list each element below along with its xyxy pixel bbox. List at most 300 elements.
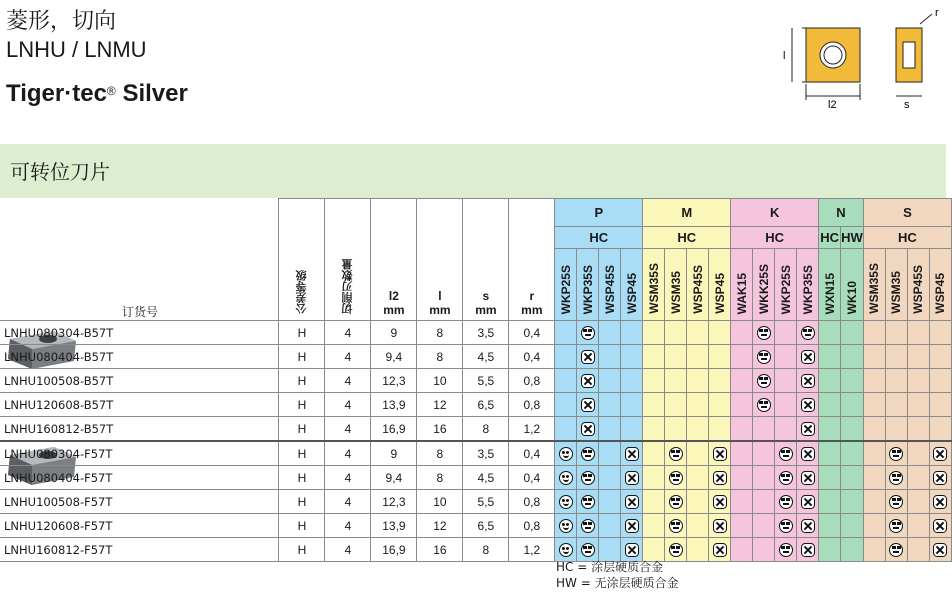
s-value: 6,5: [463, 393, 509, 417]
grade-cell: [621, 417, 643, 442]
grade-cell: [841, 538, 864, 562]
alternative-choice-icon: [779, 471, 793, 485]
r-value: 0,8: [509, 514, 555, 538]
grade-header: WKP35S: [577, 249, 599, 321]
grade-cell: [555, 345, 577, 369]
grade-cell: [775, 466, 797, 490]
alternative-choice-icon: [581, 471, 595, 485]
grade-cell: [797, 321, 819, 345]
primary-choice-icon: [559, 519, 573, 533]
alternative-choice-icon: [581, 543, 595, 557]
grade-cell: [775, 321, 797, 345]
grade-cell: [863, 441, 885, 466]
grade-cell: [929, 466, 951, 490]
grade-header: WSP45S: [599, 249, 621, 321]
tolerance-value: H: [279, 369, 325, 393]
grade-header: WXN15: [819, 249, 841, 321]
grade-cell: [599, 417, 621, 442]
grade-cell: [841, 369, 864, 393]
grade-cell: [907, 345, 929, 369]
grade-header: WKP25S: [555, 249, 577, 321]
edges-value: 4: [325, 538, 371, 562]
grade-cell: [599, 321, 621, 345]
grade-cell: [731, 369, 753, 393]
order-code: LNHU120608-B57T: [0, 393, 279, 417]
alternative-choice-icon: [669, 543, 683, 557]
order-code: LNHU080304-B57T: [0, 321, 279, 345]
grade-cell: [643, 369, 665, 393]
grade-header: WKP35S: [797, 249, 819, 321]
grade-cell: [731, 417, 753, 442]
grade-cell: [599, 490, 621, 514]
l2-value: 12,3: [371, 490, 417, 514]
grade-cell: [797, 490, 819, 514]
grade-cell: [753, 514, 775, 538]
cross-icon: [625, 519, 639, 533]
grade-cell: [709, 441, 731, 466]
grade-cell: [863, 538, 885, 562]
grade-cell: [621, 345, 643, 369]
grade-cell: [885, 538, 907, 562]
s-value: 8: [463, 538, 509, 562]
grade-cell: [819, 441, 841, 466]
r-header: r mm: [509, 199, 555, 321]
grade-cell: [577, 321, 599, 345]
grade-header: WKP25S: [775, 249, 797, 321]
grade-cell: [555, 321, 577, 345]
cross-icon: [581, 422, 595, 436]
title-code: LNHU / LNMU: [6, 37, 147, 62]
edges-value: 4: [325, 369, 371, 393]
grade-header: WSP45S: [907, 249, 929, 321]
s-value: 5,5: [463, 490, 509, 514]
s-value: 8: [463, 417, 509, 442]
grade-cell: [929, 393, 951, 417]
grade-cell: [555, 369, 577, 393]
primary-choice-icon: [559, 471, 573, 485]
s-value: 3,5: [463, 321, 509, 345]
cross-icon: [933, 519, 947, 533]
grade-cell: [797, 538, 819, 562]
alternative-choice-icon: [581, 447, 595, 461]
l2-value: 9,4: [371, 345, 417, 369]
grade-cell: [665, 514, 687, 538]
cross-icon: [801, 519, 815, 533]
alternative-choice-icon: [669, 519, 683, 533]
group-m: M: [643, 199, 731, 227]
table-row: [0, 393, 952, 417]
cross-icon: [713, 471, 727, 485]
grade-cell: [709, 466, 731, 490]
cross-icon: [933, 447, 947, 461]
group-s-sub: HC: [863, 227, 951, 249]
table-row: [0, 466, 952, 490]
grade-cell: [929, 441, 951, 466]
grade-cell: [753, 393, 775, 417]
grade-cell: [731, 393, 753, 417]
grade-cell: [885, 345, 907, 369]
grade-cell: [885, 417, 907, 442]
group-s: S: [863, 199, 951, 227]
l2-header: l2 mm: [371, 199, 417, 321]
cross-icon: [801, 495, 815, 509]
tolerance-value: H: [279, 466, 325, 490]
grade-cell: [687, 369, 709, 393]
grade-cell: [599, 514, 621, 538]
l-value: 16: [417, 538, 463, 562]
r-value: 0,8: [509, 490, 555, 514]
grade-cell: [665, 466, 687, 490]
r-value: 0,4: [509, 466, 555, 490]
grade-cell: [753, 538, 775, 562]
grade-cell: [687, 393, 709, 417]
alternative-choice-icon: [581, 326, 595, 340]
grade-cell: [709, 345, 731, 369]
alternative-choice-icon: [757, 398, 771, 412]
tolerance-value: H: [279, 514, 325, 538]
group-p-sub: HC: [555, 227, 643, 249]
grade-cell: [841, 321, 864, 345]
r-value: 0,4: [509, 441, 555, 466]
grade-cell: [885, 514, 907, 538]
r-value: 0,4: [509, 321, 555, 345]
grade-cell: [687, 490, 709, 514]
grade-cell: [841, 417, 864, 442]
section-title: 可转位刀片: [10, 160, 110, 184]
l-value: 16: [417, 417, 463, 442]
grade-cell: [687, 321, 709, 345]
grade-cell: [863, 321, 885, 345]
grade-cell: [621, 393, 643, 417]
grade-cell: [907, 514, 929, 538]
grade-cell: [885, 466, 907, 490]
grade-cell: [709, 538, 731, 562]
group-k: K: [731, 199, 819, 227]
grade-cell: [665, 393, 687, 417]
grade-cell: [819, 393, 841, 417]
order-code: LNHU100508-B57T: [0, 369, 279, 393]
grade-cell: [797, 393, 819, 417]
grade-cell: [731, 514, 753, 538]
grade-header: WSM35S: [643, 249, 665, 321]
order-code: LNHU160812-F57T: [0, 538, 279, 562]
grade-cell: [863, 345, 885, 369]
grade-cell: [929, 417, 951, 442]
grade-cell: [555, 490, 577, 514]
grade-cell: [621, 441, 643, 466]
group-n-sub-hc: HC: [819, 227, 841, 249]
table-row: [0, 417, 952, 442]
grade-cell: [885, 393, 907, 417]
grade-cell: [753, 417, 775, 442]
grade-cell: [775, 441, 797, 466]
alternative-choice-icon: [779, 519, 793, 533]
l2-value: 9: [371, 441, 417, 466]
dim-s: s: [904, 99, 910, 110]
primary-choice-icon: [559, 495, 573, 509]
alternative-choice-icon: [889, 495, 903, 509]
tolerance-value: H: [279, 321, 325, 345]
l-header: l mm: [417, 199, 463, 321]
edges-value: 4: [325, 417, 371, 442]
grade-cell: [643, 321, 665, 345]
grade-cell: [907, 369, 929, 393]
grade-cell: [731, 345, 753, 369]
grade-cell: [819, 345, 841, 369]
edges-value: 4: [325, 466, 371, 490]
grade-cell: [665, 490, 687, 514]
cross-icon: [581, 398, 595, 412]
grade-cell: [665, 538, 687, 562]
grade-cell: [577, 466, 599, 490]
grade-cell: [775, 417, 797, 442]
grade-cell: [863, 490, 885, 514]
grade-cell: [577, 417, 599, 442]
grade-cell: [643, 345, 665, 369]
edges-value: 4: [325, 321, 371, 345]
grade-cell: [599, 466, 621, 490]
grade-cell: [621, 466, 643, 490]
grade-cell: [863, 466, 885, 490]
grade-cell: [599, 345, 621, 369]
grade-cell: [775, 345, 797, 369]
order-code: LNHU080404-F57T: [0, 466, 279, 490]
l-value: 12: [417, 514, 463, 538]
cross-icon: [933, 543, 947, 557]
grade-cell: [643, 393, 665, 417]
grade-cell: [797, 514, 819, 538]
cross-icon: [801, 543, 815, 557]
grade-cell: [709, 417, 731, 442]
cross-icon: [933, 471, 947, 485]
grade-header: WKK25S: [753, 249, 775, 321]
alternative-choice-icon: [889, 471, 903, 485]
alternative-choice-icon: [757, 374, 771, 388]
cross-icon: [801, 447, 815, 461]
grade-cell: [643, 466, 665, 490]
dim-r: r: [935, 7, 939, 19]
group-k-sub: HC: [731, 227, 819, 249]
grade-cell: [731, 466, 753, 490]
l2-value: 13,9: [371, 393, 417, 417]
grade-cell: [775, 393, 797, 417]
grade-cell: [841, 466, 864, 490]
grade-cell: [621, 321, 643, 345]
grade-cell: [599, 369, 621, 393]
alternative-choice-icon: [889, 543, 903, 557]
l2-value: 9: [371, 321, 417, 345]
alternative-choice-icon: [581, 519, 595, 533]
cross-icon: [801, 374, 815, 388]
grade-cell: [819, 321, 841, 345]
registered-mark: ®: [106, 84, 116, 98]
grade-cell: [907, 466, 929, 490]
table-row: [0, 441, 952, 466]
cross-icon: [801, 350, 815, 364]
grade-header: WSP45: [709, 249, 731, 321]
title-brand: [6, 80, 188, 108]
cross-icon: [713, 495, 727, 509]
r-value: 1,2: [509, 417, 555, 442]
grade-cell: [665, 369, 687, 393]
grade-cell: [775, 538, 797, 562]
tolerance-value: H: [279, 417, 325, 442]
grade-cell: [621, 369, 643, 393]
alternative-choice-icon: [779, 543, 793, 557]
order-number-header: 订货号: [122, 305, 159, 319]
s-value: 3,5: [463, 441, 509, 466]
s-value: 4,5: [463, 345, 509, 369]
grade-cell: [687, 417, 709, 442]
grade-cell: [929, 345, 951, 369]
grade-cell: [819, 417, 841, 442]
grade-header: WK10: [841, 249, 864, 321]
grade-cell: [841, 345, 864, 369]
cross-icon: [713, 519, 727, 533]
cross-icon: [625, 543, 639, 557]
grade-cell: [687, 538, 709, 562]
grade-cell: [753, 345, 775, 369]
grade-cell: [753, 466, 775, 490]
grade-cell: [841, 514, 864, 538]
tolerance-value: H: [279, 345, 325, 369]
group-n: N: [819, 199, 864, 227]
l-value: 8: [417, 321, 463, 345]
l2-value: 13,9: [371, 514, 417, 538]
grade-cell: [709, 490, 731, 514]
r-value: 1,2: [509, 538, 555, 562]
edges-value: 4: [325, 490, 371, 514]
table-row: [0, 345, 952, 369]
grade-cell: [929, 321, 951, 345]
s-header: s mm: [463, 199, 509, 321]
grade-cell: [643, 417, 665, 442]
grade-cell: [907, 393, 929, 417]
table-row: [0, 369, 952, 393]
section-band: [0, 144, 946, 198]
primary-choice-icon: [559, 447, 573, 461]
alternative-choice-icon: [669, 495, 683, 509]
grade-header: WSM35S: [863, 249, 885, 321]
grade-cell: [929, 514, 951, 538]
grade-cell: [665, 321, 687, 345]
grade-cell: [775, 514, 797, 538]
grade-cell: [577, 490, 599, 514]
grade-cell: [819, 466, 841, 490]
table-row: [0, 514, 952, 538]
group-n-sub-hw: HW: [841, 227, 864, 249]
edges-value: 4: [325, 441, 371, 466]
insert-dimension-diagram: [770, 0, 950, 110]
order-code: LNHU100508-F57T: [0, 490, 279, 514]
alternative-choice-icon: [801, 326, 815, 340]
grade-cell: [907, 538, 929, 562]
grade-header: WSP45: [621, 249, 643, 321]
cross-icon: [625, 471, 639, 485]
tolerance-value: H: [279, 393, 325, 417]
table-row: [0, 538, 952, 562]
grade-cell: [731, 490, 753, 514]
alternative-choice-icon: [757, 326, 771, 340]
grade-cell: [577, 514, 599, 538]
cross-icon: [801, 422, 815, 436]
grade-cell: [885, 321, 907, 345]
grade-cell: [885, 369, 907, 393]
s-value: 6,5: [463, 514, 509, 538]
dim-l: l: [783, 50, 786, 62]
r-value: 0,8: [509, 369, 555, 393]
legend-hc: HC = 涂层硬质合金: [556, 560, 664, 574]
grade-cell: [577, 441, 599, 466]
s-value: 4,5: [463, 466, 509, 490]
grade-cell: [797, 417, 819, 442]
edges-value: 4: [325, 514, 371, 538]
grade-cell: [863, 514, 885, 538]
grade-cell: [621, 490, 643, 514]
l2-value: 16,9: [371, 417, 417, 442]
alternative-choice-icon: [669, 471, 683, 485]
tolerance-value: H: [279, 538, 325, 562]
grade-cell: [687, 345, 709, 369]
cross-icon: [581, 350, 595, 364]
tolerance-value: H: [279, 441, 325, 466]
grade-cell: [709, 393, 731, 417]
l-value: 10: [417, 369, 463, 393]
grade-cell: [907, 490, 929, 514]
grade-cell: [665, 417, 687, 442]
grade-cell: [555, 441, 577, 466]
grade-cell: [841, 441, 864, 466]
grade-cell: [555, 514, 577, 538]
grade-cell: [819, 490, 841, 514]
grade-cell: [599, 393, 621, 417]
grade-cell: [577, 369, 599, 393]
alternative-choice-icon: [779, 495, 793, 509]
alternative-choice-icon: [581, 495, 595, 509]
l2-value: 16,9: [371, 538, 417, 562]
alternative-choice-icon: [889, 447, 903, 461]
l-value: 8: [417, 466, 463, 490]
order-code: LNHU080304-F57T: [0, 441, 279, 466]
grade-header: WSP45: [929, 249, 951, 321]
grade-cell: [841, 393, 864, 417]
l2-value: 12,3: [371, 369, 417, 393]
grade-cell: [819, 369, 841, 393]
cross-icon: [801, 398, 815, 412]
grade-cell: [841, 490, 864, 514]
brand-name: Tiger·tec: [6, 80, 107, 107]
grade-cell: [885, 441, 907, 466]
grade-header: WAK15: [731, 249, 753, 321]
grade-cell: [885, 490, 907, 514]
grade-cell: [599, 441, 621, 466]
table-row: [0, 490, 952, 514]
dim-l2: l2: [828, 99, 837, 110]
grade-cell: [819, 538, 841, 562]
order-code: LNHU120608-F57T: [0, 514, 279, 538]
alternative-choice-icon: [669, 447, 683, 461]
table-row: [0, 321, 952, 345]
grade-cell: [709, 321, 731, 345]
cross-icon: [625, 447, 639, 461]
grade-header: WSP45S: [687, 249, 709, 321]
grade-cell: [665, 345, 687, 369]
l-value: 8: [417, 441, 463, 466]
grade-header: WSM35: [885, 249, 907, 321]
grade-cell: [731, 441, 753, 466]
grade-cell: [907, 417, 929, 442]
l-value: 8: [417, 345, 463, 369]
